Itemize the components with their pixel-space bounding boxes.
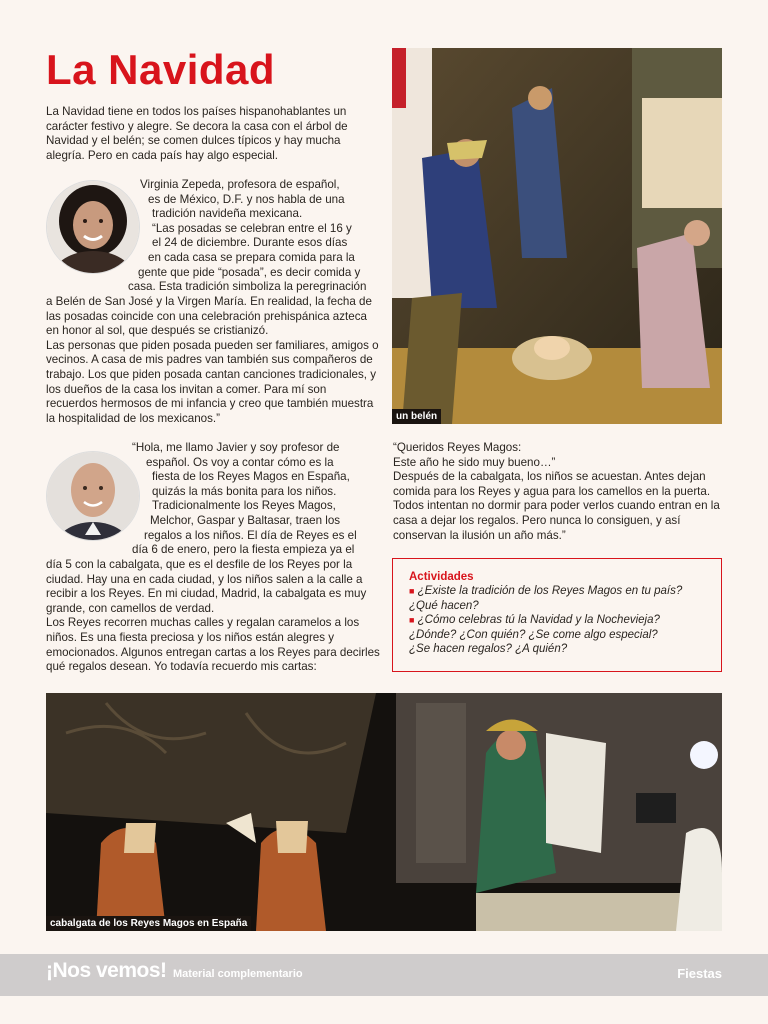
question-text: ¿Existe la tradición de los Reyes Magos en tu país? xyxy=(417,585,683,597)
footer-subtitle: Material complementario xyxy=(173,968,303,980)
question-text: ¿Cómo celebras tú la Navidad y la Nochevieja? xyxy=(417,614,660,627)
question-text: ¿Dónde? ¿Con quién? ¿Se come algo especial? xyxy=(409,628,658,641)
virginia-portrait-photo xyxy=(47,181,139,273)
intro-paragraph: La Navidad tiene en todos los países hispanohablantes un carácter festivo y alegre. Se decora la casa con el árbol de Navidad y el belén; se comen dulces típicos y hay mucha alegría. Pero en cada país hay algo especial. xyxy=(46,105,348,162)
cabalgata-caption: cabalgata de los Reyes Magos en España xyxy=(46,916,251,931)
javier-body: día 5 con la cabalgata, que es el desfile de los Reyes por la ciudad. Hay una en cada ciudad, y los niños salen a la calle a recibir a los Reyes. En mi ciudad, Madrid, la cabalgata es muy grande, con camellos de verdad. Los Reyes recorren muchas calles y regalan caramelos a los niños. Es una fiesta preciosa y los niños están alegres y emocionados. Algunos entregan cartas a los Reyes para decirles qué regalos desean. Yo todavía recuerdo mis cartas: xyxy=(46,558,380,674)
activity-question-1 xyxy=(409,584,705,599)
footer-brand: ¡Nos vemos! xyxy=(46,959,167,982)
footer-section-label: Fiestas xyxy=(677,966,722,981)
text-line: Tradicionalmente los Reyes Magos, xyxy=(152,499,336,513)
text-line: gente que pide “posada”, es decir comida y xyxy=(138,265,361,279)
bullet-icon: ■ xyxy=(409,615,415,626)
text-line: “Las posadas se celebran entre el 16 y xyxy=(152,221,352,235)
virginia-intro xyxy=(128,178,376,295)
text-line: regalos a los niños. El día de Reyes es el xyxy=(144,528,357,542)
text-line: casa. Esta tradición simboliza la peregrinación xyxy=(128,280,367,294)
letter-text: “Queridos Reyes Magos: Este año he sido muy bueno…” Después de la cabalgata, los niños se acuestan. Antes dejan comida para los Reyes y agua para los camellos en la puerta. Todos intentan no dormir para poder verlos cuando entran en la casa a dejar los regalos. Pero nunca lo consiguen, y así conservan la ilusión un año más.” xyxy=(393,441,720,542)
activities-title: Actividades xyxy=(409,571,474,583)
activities-box xyxy=(392,558,722,672)
footer-bar xyxy=(0,954,768,996)
text-line: tradición navideña mexicana. xyxy=(152,207,303,221)
text-line: día 6 de enero, pero la fiesta empieza ya el xyxy=(132,543,355,557)
bullet-icon: ■ xyxy=(409,586,415,596)
text-line: quizás la más bonita para los niños. xyxy=(152,484,337,498)
belen-caption: un belén xyxy=(392,409,441,424)
virginia-body: a Belén de San José y la Virgen María. En realidad, la fecha de las posadas coincide con una celebración prehispánica azteca en honor al sol, que después se cristianizó. Las personas que piden posada pueden ser familiares, amigos o vecinos. A casa de mis padres van también sus compañeros de trabajo. Los que piden posada cantan canciones tradicionales, y los dueños de la casa los invitan a comer. Para mí son recuerdos hermosos de mi infancia y creo que también muestra la hospitalidad de los mexicanos.” xyxy=(46,295,379,425)
text-line: Virginia Zepeda, profesora de español, xyxy=(140,178,340,191)
question-text: ¿Se hacen regalos? ¿A quién? xyxy=(409,643,568,656)
activity-question-2 xyxy=(409,613,705,628)
text-line: en cada casa se prepara comida para la xyxy=(148,250,355,264)
question-text: ¿Qué hacen? xyxy=(409,599,479,612)
text-line: “Hola, me llamo Javier y soy profesor de xyxy=(132,441,340,454)
javier-intro xyxy=(128,441,376,558)
text-line: Melchor, Gaspar y Baltasar, traen los xyxy=(150,513,341,527)
text-line: el 24 de diciembre. Durante esos días xyxy=(152,236,348,250)
javier-portrait-photo xyxy=(47,452,139,540)
text-line: es de México, D.F. y nos habla de una xyxy=(148,192,345,206)
page-title: La Navidad xyxy=(46,46,276,93)
text-line: fiesta de los Reyes Magos en España, xyxy=(152,470,350,484)
cabalgata-photo xyxy=(46,693,722,931)
text-line: español. Os voy a contar cómo es la xyxy=(146,455,334,469)
belen-photo xyxy=(392,48,722,424)
